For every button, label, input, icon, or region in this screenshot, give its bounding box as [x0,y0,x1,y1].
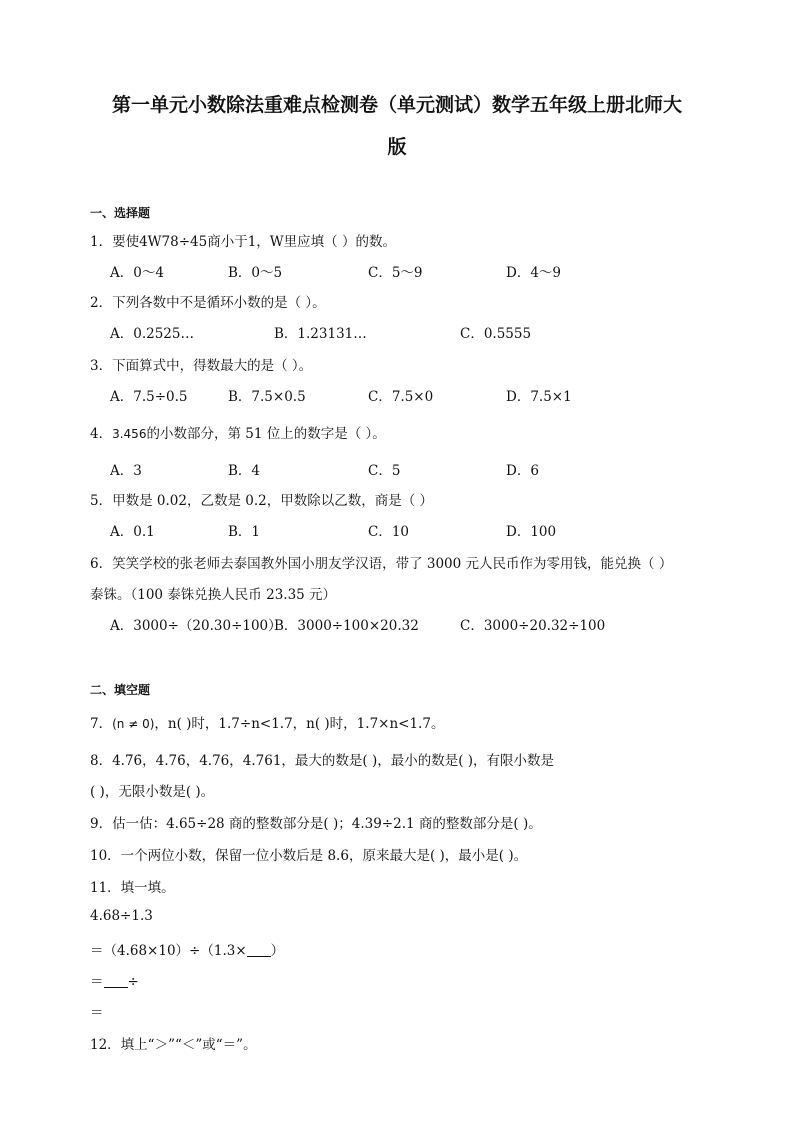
q6-option-c: C．3000÷20.32÷100 [460,618,606,634]
q6-option-b: B．3000÷100×20.32 [274,618,419,634]
question-11: 11．填一填。 [90,880,175,896]
question-3: 3．下面算式中，得数最大的是（ ）。 [90,358,313,374]
q11-step-3-eq: ＝ [90,974,104,990]
q1-option-b: B．0～5 [228,265,283,281]
q2-option-b: B．1.23131… [274,326,367,342]
question-8-line-1: 8．4.7̇6̇，4.76̇，4.76，4.761，最大的数是( )，最小的数是( )，有限小数是 [90,753,555,769]
q11-step-1: 4.68÷1.3 [90,908,153,924]
q6-option-a: A．3000÷（20.30÷100） [110,618,282,634]
q1-option-d: D．4～9 [506,265,562,281]
q11-step-2-text: ＝（4.68×10）÷（1.3× [90,943,247,959]
question-6-line-1: 6．笑笑学校的张老师去泰国教外国小朋友学汉语，带了 3000 元人民币作为零用钱，能兑换（ ） [90,556,673,572]
q5-option-b: B．1 [228,524,261,540]
q11-step-4: ＝ [90,1005,104,1021]
q3-option-c: C．7.5×0 [368,389,434,405]
section-heading-choice: 一、选择题 [90,206,151,220]
q4-repeating-decimal [112,427,146,441]
q4-option-b: B．4 [228,463,261,479]
question-5: 5．甲数是 0.02，乙数是 0.2，甲数除以乙数，商是（ ） [90,493,433,509]
question-9: 9．估一估：4.65÷28 商的整数部分是( )；4.39÷2.1 商的整数部分是( )。 [90,816,542,832]
q11-blank-1[interactable] [247,944,271,957]
page-title [80,84,714,168]
q2-option-a: A．0.2525… [110,326,194,342]
q2-option-c: C．0.5555 [460,326,532,342]
question-1: 1．要使4W78÷45商小于1，W里应填（ ）的数。 [90,234,396,250]
q3-option-d: D．7.5×1 [506,389,572,405]
question-10: 10．一个两位小数，保留一位小数后是 8.6，原来最大是( )，最小是( )。 [90,848,528,864]
q4-option-c: C．5 [368,463,401,479]
q4-text: 的小数部分，第 51 位上的数字是（ ）。 [146,426,386,442]
q7-number: 7． [90,716,113,732]
q11-step-2-close: ） [270,943,285,959]
question-6-line-2: 泰铢。（100 泰铢兑换人民币 23.35 元） [90,587,337,603]
question-8-line-2: ( )，无限小数是( )。 [90,784,215,800]
section-heading-fill: 二、填空题 [90,683,151,697]
q5-option-c: C．10 [368,524,410,540]
question-7 [90,712,444,732]
q11-step-2 [90,939,284,959]
q4-option-d: D．6 [506,463,539,479]
q3-option-b: B．7.5×0.5 [228,389,306,405]
q11-step-3-div: ÷ [127,974,139,990]
q4-option-a: A．3 [110,463,142,479]
q4-number: 4． [90,426,113,442]
q3-option-a: A．7.5÷0.5 [110,389,188,405]
q7-condition: (n ≠ 0) [112,717,155,731]
question-12: 12．填上“＞”“＜”或“＝”。 [90,1037,257,1053]
q1-option-a: A．0～4 [110,265,164,281]
question-2: 2．下列各数中不是循环小数的是（ ）。 [90,295,326,311]
q1-option-c: C．5～9 [368,265,423,281]
question-4 [90,422,386,442]
title-line-1: 第一单元小数除法重难点检测卷（单元测试）数学五年级上册北师大 [111,94,682,116]
q7-text: ，n( )时，1.7÷n<1.7，n( )时，1.7×n<1.7。 [154,716,445,732]
q11-step-3 [90,970,139,990]
q5-option-d: D．100 [506,524,557,540]
title-line-2: 版 [387,136,407,158]
q5-option-a: A．0.1 [110,524,155,540]
q4-decimal-value: 3.456 [112,427,147,441]
q11-blank-2[interactable] [104,975,128,988]
